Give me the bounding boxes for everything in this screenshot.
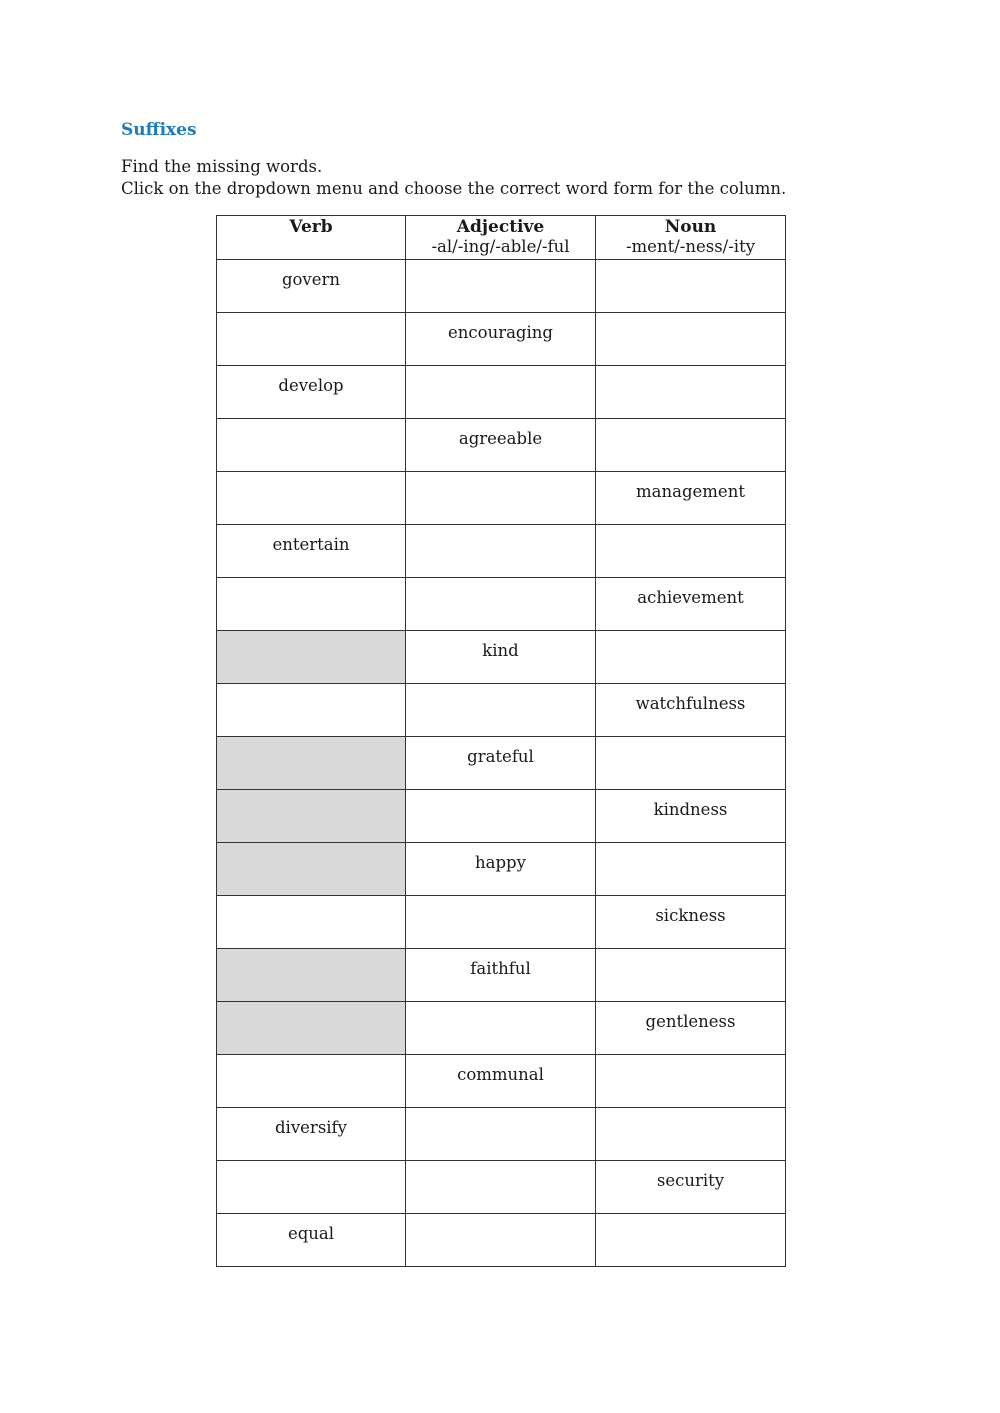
blank-adjective-cell[interactable] <box>406 260 596 313</box>
blank-verb-cell[interactable] <box>217 1055 406 1108</box>
verb-word: govern <box>281 270 341 289</box>
given-adjective-cell <box>406 949 596 1002</box>
given-adjective-cell <box>406 737 596 790</box>
adjective-word <box>406 578 595 588</box>
table-row <box>217 896 786 949</box>
blank-verb-cell <box>217 631 406 684</box>
given-verb-cell <box>217 1108 406 1161</box>
blank-verb-cell <box>217 949 406 1002</box>
verb-word <box>217 949 405 959</box>
blank-noun-cell[interactable] <box>596 949 786 1002</box>
blank-adjective-cell[interactable] <box>406 1002 596 1055</box>
blank-noun-cell[interactable] <box>596 1055 786 1108</box>
given-verb-cell <box>217 525 406 578</box>
noun-word <box>596 737 785 747</box>
adjective-word <box>406 260 595 270</box>
table-row <box>217 313 786 366</box>
adjective-word <box>406 896 595 906</box>
table-row <box>217 472 786 525</box>
blank-adjective-cell[interactable] <box>406 525 596 578</box>
verb-word <box>217 578 405 588</box>
verb-word <box>217 896 405 906</box>
noun-word <box>596 843 785 853</box>
table-row <box>217 1055 786 1108</box>
table-row <box>217 1002 786 1055</box>
table-row <box>217 1214 786 1267</box>
blank-noun-cell[interactable] <box>596 737 786 790</box>
noun-word <box>596 366 785 376</box>
blank-verb-cell[interactable] <box>217 1161 406 1214</box>
column-header-label: Adjective <box>456 217 545 237</box>
word-forms-table <box>216 215 786 1267</box>
blank-verb-cell <box>217 843 406 896</box>
blank-verb-cell <box>217 790 406 843</box>
table-header-row <box>217 216 786 260</box>
table-row <box>217 631 786 684</box>
noun-word <box>596 313 785 323</box>
noun-word: achievement <box>637 588 744 607</box>
blank-noun-cell[interactable] <box>596 366 786 419</box>
verb-word: develop <box>278 376 344 395</box>
noun-word: security <box>656 1171 725 1190</box>
adjective-word: kind <box>482 641 519 660</box>
blank-adjective-cell[interactable] <box>406 366 596 419</box>
adjective-word <box>406 790 595 800</box>
blank-adjective-cell[interactable] <box>406 790 596 843</box>
blank-noun-cell[interactable] <box>596 631 786 684</box>
given-noun-cell <box>596 578 786 631</box>
verb-word <box>217 684 405 694</box>
verb-word <box>217 1002 405 1012</box>
blank-verb-cell[interactable] <box>217 419 406 472</box>
adjective-word <box>406 1161 595 1171</box>
blank-adjective-cell[interactable] <box>406 472 596 525</box>
column-header-suffixes: -ment/-ness/-ity <box>625 237 756 256</box>
table-row <box>217 790 786 843</box>
instruction-line-2: Click on the dropdown menu and choose the correct word form for the column. <box>121 179 787 198</box>
given-noun-cell <box>596 472 786 525</box>
adjective-word: agreeable <box>458 429 543 448</box>
blank-verb-cell <box>217 737 406 790</box>
blank-adjective-cell[interactable] <box>406 578 596 631</box>
blank-verb-cell[interactable] <box>217 472 406 525</box>
adjective-word <box>406 1108 595 1118</box>
noun-word <box>596 631 785 641</box>
table-row <box>217 1161 786 1214</box>
verb-word <box>217 1161 405 1171</box>
blank-verb-cell <box>217 1002 406 1055</box>
blank-verb-cell[interactable] <box>217 313 406 366</box>
column-header-label: Noun <box>664 217 717 237</box>
table-row <box>217 1108 786 1161</box>
table-row <box>217 578 786 631</box>
given-noun-cell <box>596 1161 786 1214</box>
given-verb-cell <box>217 366 406 419</box>
blank-noun-cell[interactable] <box>596 843 786 896</box>
given-adjective-cell <box>406 313 596 366</box>
table-row <box>217 366 786 419</box>
noun-word <box>596 949 785 959</box>
adjective-word <box>406 1214 595 1224</box>
column-header-verb <box>217 216 406 260</box>
instruction-line-1: Find the missing words. <box>121 157 323 176</box>
blank-noun-cell[interactable] <box>596 419 786 472</box>
adjective-word <box>406 1002 595 1012</box>
verb-word <box>217 313 405 323</box>
blank-noun-cell[interactable] <box>596 1214 786 1267</box>
verb-word <box>217 843 405 853</box>
verb-word <box>217 737 405 747</box>
noun-word: kindness <box>653 800 728 819</box>
adjective-word: encouraging <box>448 323 553 342</box>
adjective-word: happy <box>475 853 526 872</box>
verb-word <box>217 1055 405 1065</box>
noun-word: sickness <box>655 906 726 925</box>
given-adjective-cell <box>406 419 596 472</box>
given-noun-cell <box>596 896 786 949</box>
table-row <box>217 843 786 896</box>
verb-word <box>217 472 405 482</box>
column-header-suffixes: -al/-ing/-able/-ful <box>431 237 570 256</box>
noun-word: management <box>636 482 745 501</box>
blank-noun-cell[interactable] <box>596 313 786 366</box>
table-row <box>217 525 786 578</box>
noun-word: gentleness <box>645 1012 736 1031</box>
verb-word <box>217 419 405 429</box>
verb-word <box>217 790 405 800</box>
blank-noun-cell[interactable] <box>596 260 786 313</box>
noun-word <box>596 260 785 270</box>
blank-noun-cell[interactable] <box>596 1108 786 1161</box>
verb-word: entertain <box>272 535 350 554</box>
adjective-word <box>406 525 595 535</box>
noun-word <box>596 1055 785 1065</box>
table-row <box>217 684 786 737</box>
given-adjective-cell <box>406 843 596 896</box>
blank-verb-cell[interactable] <box>217 578 406 631</box>
adjective-word: grateful <box>467 747 534 766</box>
given-verb-cell <box>217 260 406 313</box>
noun-word: watchfulness <box>635 694 746 713</box>
adjective-word <box>406 472 595 482</box>
blank-verb-cell[interactable] <box>217 684 406 737</box>
table-row <box>217 419 786 472</box>
given-noun-cell <box>596 684 786 737</box>
blank-adjective-cell[interactable] <box>406 1161 596 1214</box>
table-row <box>217 949 786 1002</box>
given-verb-cell <box>217 1214 406 1267</box>
adjective-word: communal <box>457 1065 544 1084</box>
verb-word <box>217 631 405 641</box>
noun-word <box>596 1214 785 1224</box>
noun-word <box>596 1108 785 1118</box>
blank-adjective-cell[interactable] <box>406 684 596 737</box>
blank-noun-cell[interactable] <box>596 525 786 578</box>
table-row <box>217 737 786 790</box>
blank-adjective-cell[interactable] <box>406 1214 596 1267</box>
adjective-word: faithful <box>470 959 531 978</box>
worksheet-title: Suffixes <box>121 120 197 140</box>
table-body <box>217 260 786 1267</box>
table-row <box>217 260 786 313</box>
given-noun-cell <box>596 1002 786 1055</box>
given-adjective-cell <box>406 631 596 684</box>
given-adjective-cell <box>406 1055 596 1108</box>
verb-word: diversify <box>275 1118 347 1137</box>
blank-verb-cell[interactable] <box>217 896 406 949</box>
blank-adjective-cell[interactable] <box>406 1108 596 1161</box>
column-header-noun <box>596 216 786 260</box>
verb-word: equal <box>287 1224 335 1243</box>
adjective-word <box>406 684 595 694</box>
given-noun-cell <box>596 790 786 843</box>
adjective-word <box>406 366 595 376</box>
noun-word <box>596 419 785 429</box>
column-header-label: Verb <box>289 217 333 237</box>
noun-word <box>596 525 785 535</box>
blank-adjective-cell[interactable] <box>406 896 596 949</box>
column-header-adjective <box>406 216 596 260</box>
